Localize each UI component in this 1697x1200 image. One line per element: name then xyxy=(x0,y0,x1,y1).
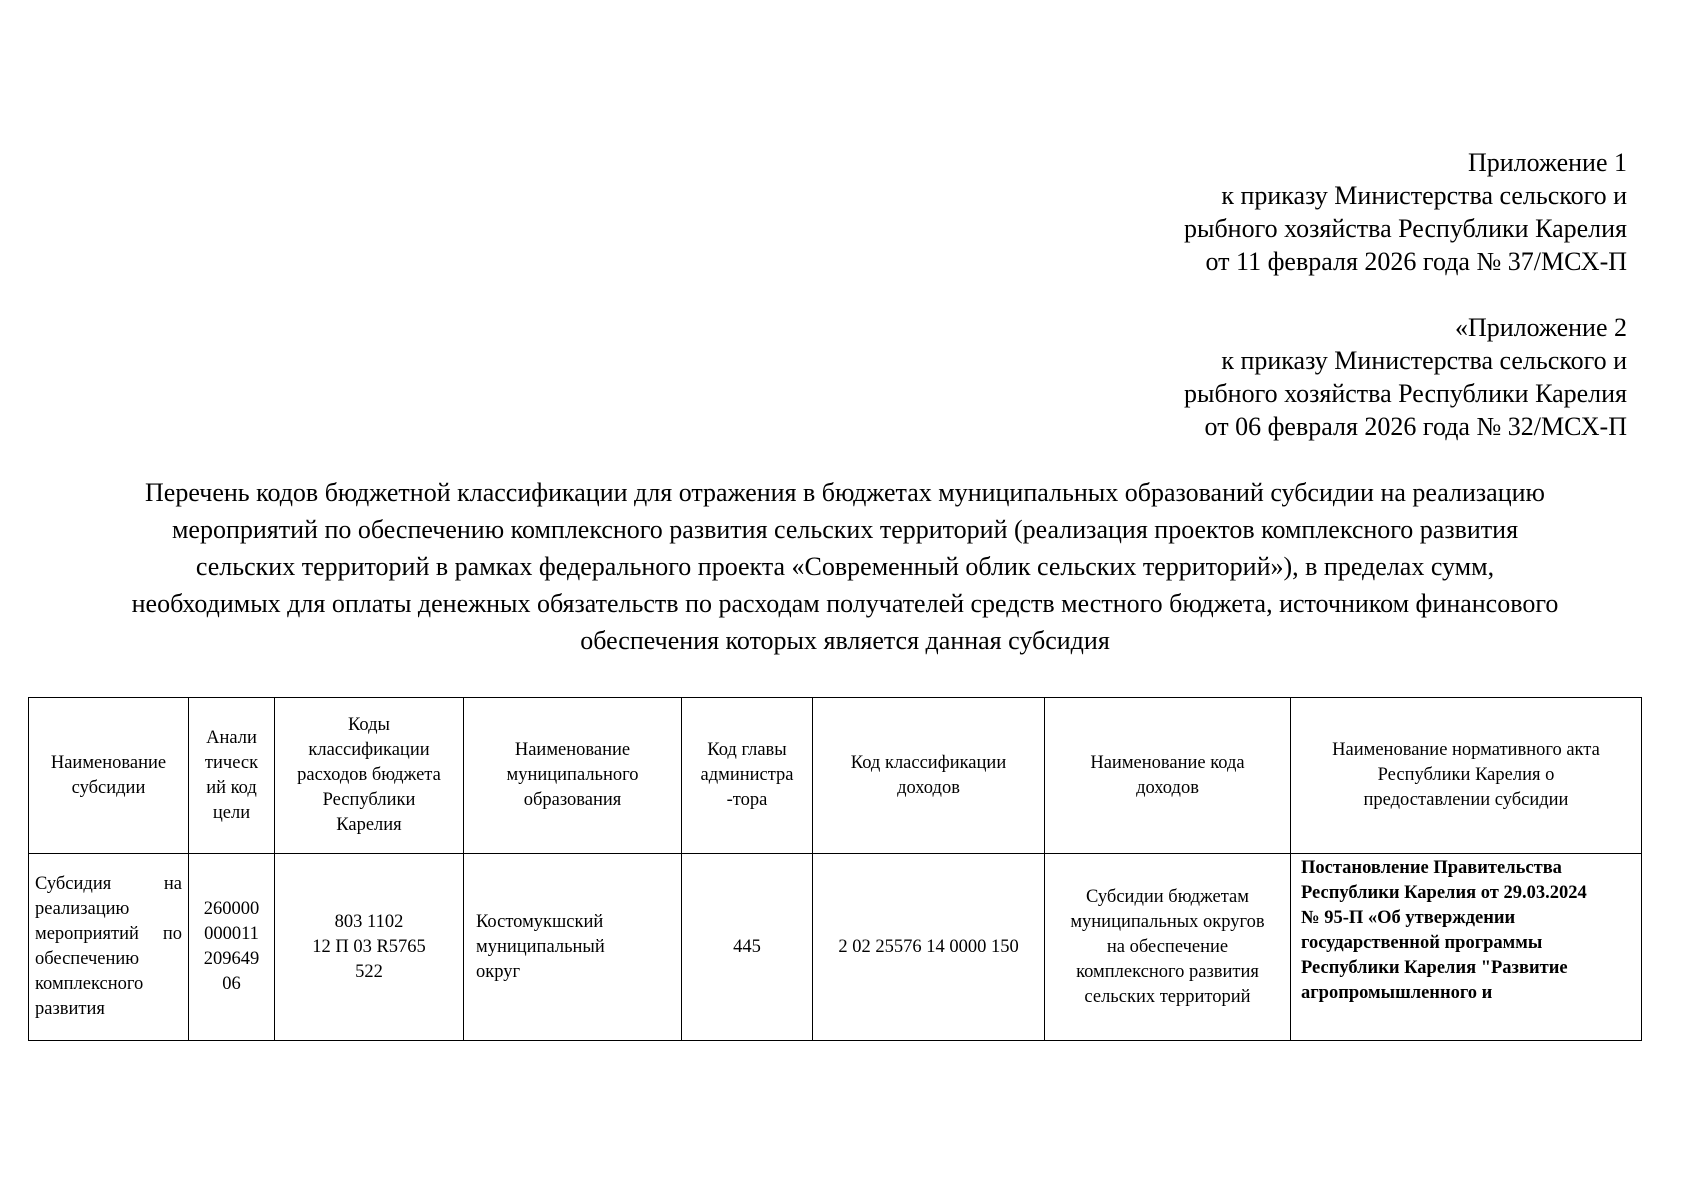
title-line: обеспечения которых является данная субсидия xyxy=(580,626,1110,655)
table-header-row xyxy=(29,698,1642,854)
cell-municipality: Костомукшский муниципальный округ xyxy=(464,854,682,1041)
appendix-2-line: к приказу Министерства сельского и xyxy=(1221,346,1627,375)
cell-expense-codes: 803 1102 12 П 03 R5765 522 xyxy=(275,854,464,1041)
appendix-2-line: рыбного хозяйства Республики Карелия xyxy=(1183,379,1627,408)
cell-subsidy-name: Субсидия на реализацию мероприятий по обеспечению комплексного развития xyxy=(29,854,189,1041)
cell-target-code: 260000 000011 209649 06 xyxy=(189,854,275,1041)
title-line: сельских территорий в рамках федерального проекта «Современный облик сельских территорий»), в пределах сумм, xyxy=(195,552,1495,581)
header-target-code: Анали тическ ий код цели xyxy=(189,698,275,854)
budget-codes-table xyxy=(28,697,1642,1041)
appendix-2-header xyxy=(1184,311,1627,443)
title-line: мероприятий по обеспечению комплексного развития сельских территорий (реализация проектов комплексного развития xyxy=(171,515,1519,544)
document-title xyxy=(40,474,1650,659)
appendix-1-line: к приказу Министерства сельского и xyxy=(1221,181,1627,210)
header-income-code: Код классификации доходов xyxy=(813,698,1045,854)
table-row xyxy=(29,854,1642,1041)
appendix-1-line: Приложение 1 xyxy=(1467,148,1627,177)
cell-legal-act: Постановление Правительства Республики Карелия от 29.03.2024 № 95-П «Об утверждении государственной программы Республики Карелия "Развитие агропромышленного и xyxy=(1291,854,1642,1041)
header-admin-code: Код главы администра -тора xyxy=(682,698,813,854)
title-line: необходимых для оплаты денежных обязательств по расходам получателей средств местного бюджета, источником финансового xyxy=(131,589,1559,618)
header-legal-act: Наименование нормативного акта Республики Карелия о предоставлении субсидии xyxy=(1291,698,1642,854)
header-subsidy-name: Наименование субсидии xyxy=(29,698,189,854)
cell-income-code: 2 02 25576 14 0000 150 xyxy=(813,854,1045,1041)
header-municipality: Наименование муниципального образования xyxy=(464,698,682,854)
appendix-1-header xyxy=(1184,146,1627,278)
header-expense-codes: Коды классификации расходов бюджета Республики Карелия xyxy=(275,698,464,854)
header-income-name: Наименование кода доходов xyxy=(1045,698,1291,854)
appendix-1-line: рыбного хозяйства Республики Карелия xyxy=(1183,214,1627,243)
appendix-2-line: от 06 февраля 2026 года № 32/МСХ-П xyxy=(1204,412,1627,441)
cell-admin-code: 445 xyxy=(682,854,813,1041)
cell-income-name: Субсидии бюджетам муниципальных округов на обеспечение комплексного развития сельских территорий xyxy=(1045,854,1291,1041)
appendix-2-line: «Приложение 2 xyxy=(1454,313,1627,342)
title-line: Перечень кодов бюджетной классификации для отражения в бюджетах муниципальных образований субсидии на реализацию xyxy=(145,478,1545,507)
appendix-1-line: от 11 февраля 2026 года № 37/МСХ-П xyxy=(1205,247,1627,276)
